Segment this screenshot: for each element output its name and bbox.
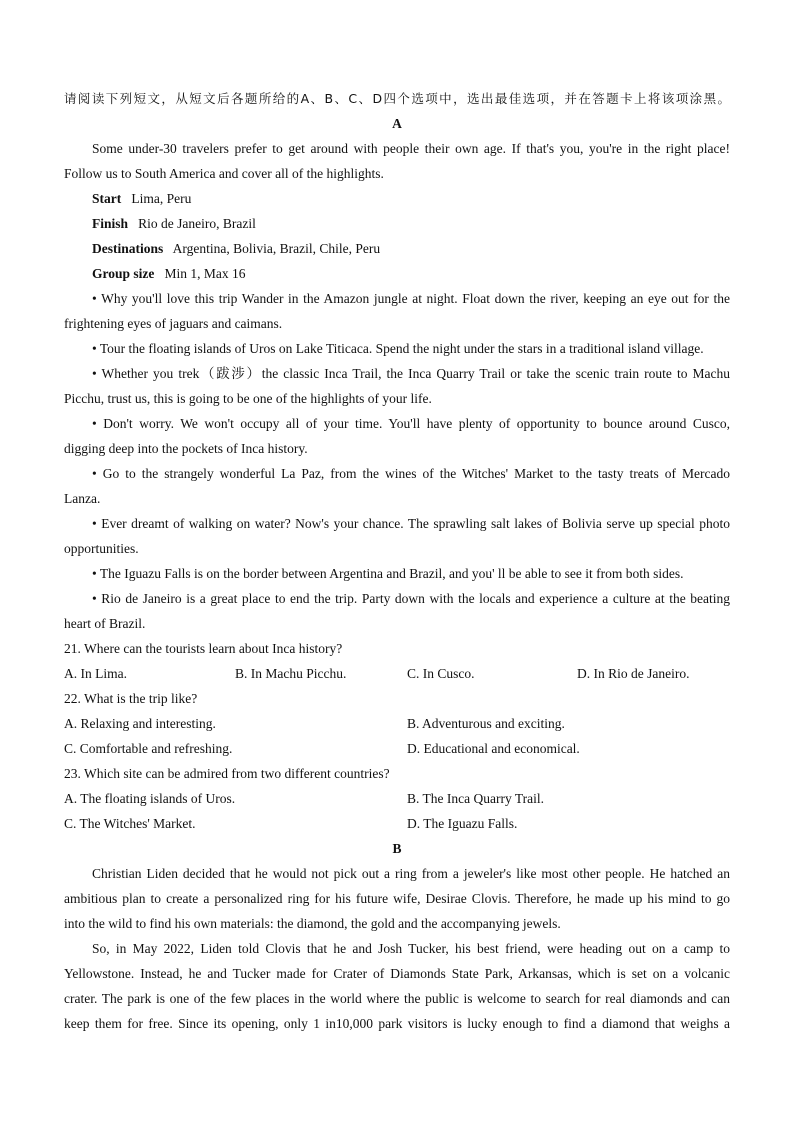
bullet-amazon: frightening eyes of jaguars and caimans.	[64, 316, 283, 331]
bullet-inca-trail: • Whether you trek（跋涉）the classic Inca Trail, the Inca Quarry Trail or take the scenic train route to Machu	[92, 366, 730, 381]
passage-b-paragraph: into the wild to find his own materials: the diamond, the gold and the accompanying jewels.	[64, 916, 561, 931]
q22-option-a[interactable]: A. Relaxing and interesting.	[64, 716, 216, 731]
passage-b-paragraph: keep them for free. Since its opening, only 1 in10,000 park visitors is lucky enough to find a diamond that weighs a	[64, 1016, 730, 1031]
fact-value: Lima, Peru	[131, 191, 192, 206]
q22-option-b[interactable]: B. Adventurous and exciting.	[407, 716, 565, 731]
question-23-stem: 23. Which site can be admired from two different countries?	[64, 766, 390, 781]
passage-b-heading: B	[392, 841, 402, 856]
q21-option-b[interactable]: B. In Machu Picchu.	[235, 666, 347, 681]
bullet-cusco: digging deep into the pockets of Inca history.	[64, 441, 308, 456]
fact-destinations	[92, 236, 758, 261]
q21-option-d[interactable]: D. In Rio de Janeiro.	[577, 666, 690, 681]
fact-label: Group size	[92, 266, 155, 281]
question-22-stem: 22. What is the trip like?	[64, 691, 198, 706]
fact-finish	[92, 211, 758, 236]
q23-option-a[interactable]: A. The floating islands of Uros.	[64, 791, 236, 806]
fact-label: Destinations	[92, 241, 164, 256]
bullet-cusco: • Don't worry. We won't occupy all of your time. You'll have plenty of opportunity to bounce around Cusco,	[92, 416, 730, 431]
q23-option-b[interactable]: B. The Inca Quarry Trail.	[407, 791, 544, 806]
fact-value: Argentina, Bolivia, Brazil, Chile, Peru	[172, 241, 381, 256]
bullet-la-paz: • Go to the strangely wonderful La Paz, from the wines of the Witches' Market to the tasty treats of Mercado	[92, 466, 730, 481]
q21-option-a[interactable]: A. In Lima.	[64, 666, 127, 681]
fact-label: Finish	[92, 216, 129, 231]
passage-b-paragraph: ambitious plan to create a personalized ring for his future wife, Desirae Clovis. Therefore, he made up his mind to go	[64, 891, 730, 906]
bullet-la-paz: Lanza.	[64, 491, 101, 506]
q22-option-c[interactable]: C. Comfortable and refreshing.	[64, 741, 233, 756]
passage-a-intro: Some under-30 travelers prefer to get around with people their own age. If that's you, you're in the right place!	[92, 141, 730, 156]
passage-b-paragraph: Yellowstone. Instead, he and Tucker made for Crater of Diamonds State Park, Arkansas, which is set on a volcanic	[64, 966, 730, 981]
bullet-amazon: • Why you'll love this trip Wander in the Amazon jungle at night. Float down the river, keeping an eye out for the	[92, 291, 730, 306]
bullet-salt-lakes: opportunities.	[64, 541, 139, 556]
passage-a-heading: A	[392, 116, 402, 131]
passage-b-paragraph: Christian Liden decided that he would not pick out a ring from a jeweler's like most other people. He hatched an	[92, 866, 730, 881]
bullet-inca-trail: Picchu, trust us, this is going to be one of the highlights of your life.	[64, 391, 432, 406]
passage-a-intro: Follow us to South America and cover all of the highlights.	[64, 166, 384, 181]
bullet-iguazu: • The Iguazu Falls is on the border between Argentina and Brazil, and you' ll be able to see it from both sides.	[92, 566, 684, 581]
fact-label: Start	[92, 191, 122, 206]
passage-b-paragraph: So, in May 2022, Liden told Clovis that he and Josh Tucker, his best friend, were heading out on a camp to	[92, 941, 730, 956]
instruction-text: 请阅读下列短文，从短文后各题所给的A、B、C、D四个选项中，选出最佳选项，并在答题卡上将该项涂黑。	[64, 91, 730, 106]
q21-option-c[interactable]: C. In Cusco.	[407, 666, 475, 681]
q23-option-c[interactable]: C. The Witches' Market.	[64, 816, 196, 831]
passage-b-paragraph: crater. The park is one of the few places in the world where the public is welcome to search for real diamonds and can	[64, 991, 730, 1006]
bullet-uros: • Tour the floating islands of Uros on Lake Titicaca. Spend the night under the stars in a traditional island village.	[92, 341, 704, 356]
fact-start	[92, 186, 758, 211]
q23-option-d[interactable]: D. The Iguazu Falls.	[407, 816, 518, 831]
bullet-rio: heart of Brazil.	[64, 616, 146, 631]
q22-option-d[interactable]: D. Educational and economical.	[407, 741, 580, 756]
bullet-salt-lakes: • Ever dreamt of walking on water? Now's your chance. The sprawling salt lakes of Bolivia serve up special photo	[92, 516, 730, 531]
fact-value: Rio de Janeiro, Brazil	[138, 216, 256, 231]
fact-group-size	[92, 261, 758, 286]
fact-value: Min 1, Max 16	[164, 266, 246, 281]
bullet-rio: • Rio de Janeiro is a great place to end the trip. Party down with the locals and experience a culture at the beating	[92, 591, 730, 606]
question-21-stem: 21. Where can the tourists learn about Inca history?	[64, 641, 343, 656]
